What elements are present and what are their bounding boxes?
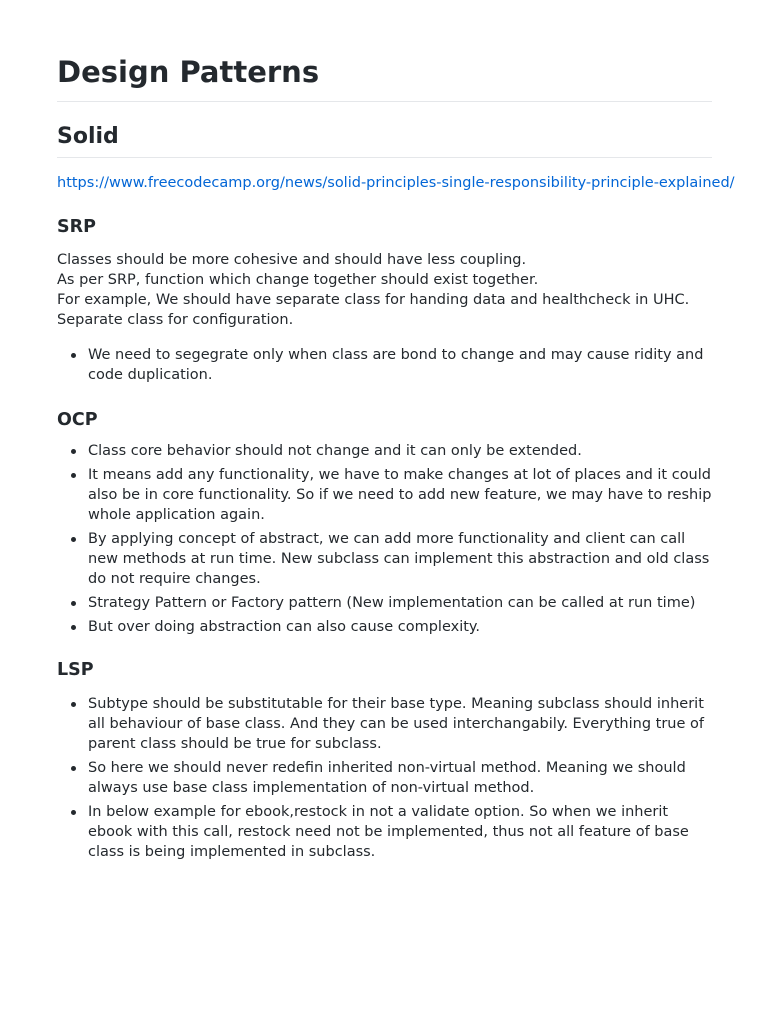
srp-paragraph-line: Classes should be more cohesive and should have less coupling. — [57, 252, 527, 268]
list-item: It means add any functionality, we have to make changes at lot of places and it could also be in core functionality. So if we need to add new feature, we may have to reship whole application again. — [88, 467, 712, 523]
list-item: Subtype should be substitutable for their base type. Meaning subclass should inherit all behaviour of base class. And they can be used interchangabily. Everything true of parent class should be true for subclass. — [88, 694, 712, 754]
lsp-bullet-list — [57, 694, 712, 862]
list-item: Class core behavior should not change and it can only be extended. — [88, 441, 712, 461]
heading-srp: SRP — [57, 217, 96, 237]
list-item: So here we should never redefin inherited non-virtual method. Meaning we should always use base class implementation of non-virtual method. — [88, 758, 712, 798]
list-item: In below example for ebook,restock in not a validate option. So when we inherit ebook with this call, restock need not be implemented, thus not all feature of base class is being implemented in subclass. — [88, 802, 712, 862]
srp-paragraph — [57, 250, 712, 330]
list-item: Strategy Pattern or Factory pattern (New implementation can be called at run time) — [88, 593, 712, 613]
page-title: Design Patterns — [57, 0, 712, 102]
ocp-bullet-list — [57, 441, 712, 637]
list-item: We need to segegrate only when class are bond to change and may cause ridity and code duplication. — [88, 345, 712, 385]
list-item: But over doing abstraction can also cause complexity. — [88, 617, 712, 637]
freecodecamp-link[interactable]: https://www.freecodecamp.org/news/solid-principles-single-responsibility-principle-explained/ — [57, 175, 735, 191]
heading-lsp: LSP — [57, 660, 94, 680]
list-item: By applying concept of abstract, we can add more functionality and client can call new methods at run time. New subclass can implement this abstraction and old class do not require changes. — [88, 529, 712, 589]
srp-bullet-list — [57, 345, 712, 385]
section-title-solid: Solid — [57, 122, 712, 158]
heading-ocp: OCP — [57, 410, 98, 430]
srp-paragraph-line: As per SRP, function which change together should exist together. — [57, 272, 539, 288]
srp-paragraph-line: For example, We should have separate class for handing data and healthcheck in UHC. Separate class for configuration. — [57, 292, 690, 328]
